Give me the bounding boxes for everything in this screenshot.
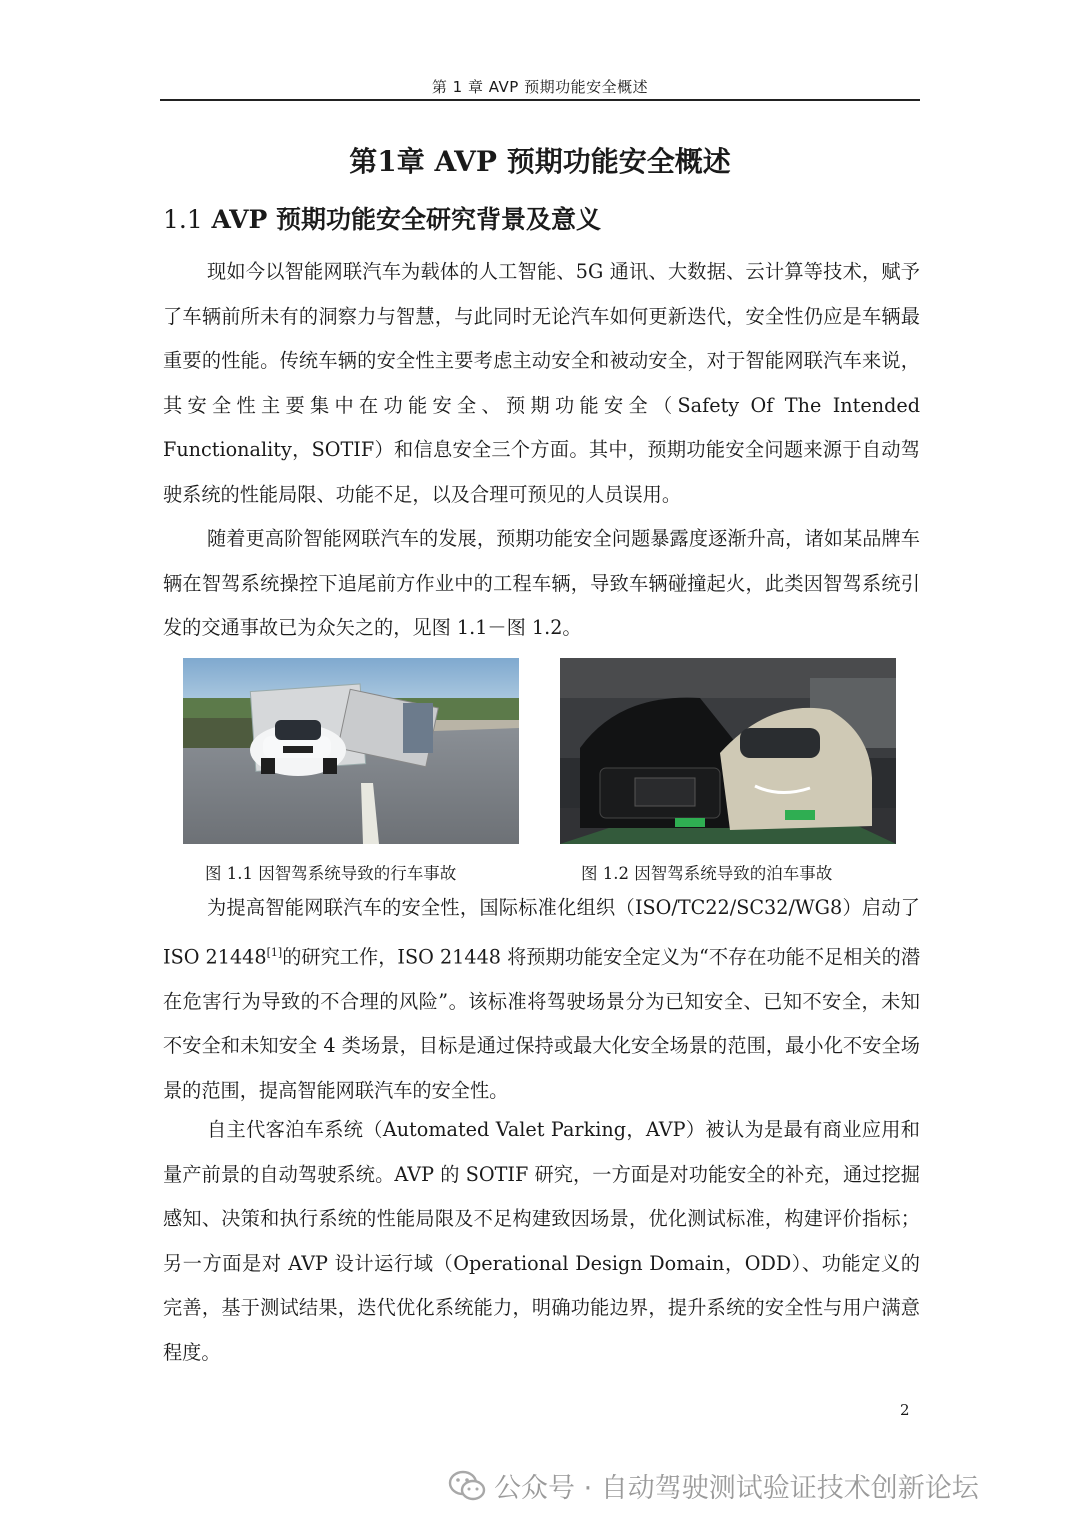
chapter-title: 第1章 AVP 预期功能安全概述 [349, 145, 731, 178]
paragraph-1: 现如今以智能网联汽车为载体的人工智能、5G 通讯、大数据、云计算等技术，赋予了车辆前所未有的洞察力与智慧，与此同时无论汽车如何更新迭代，安全性仍应是车辆最重要的性能。传统车辆的安全性主要考虑主动安全和被动安全，对于智能网联汽车来说，其安全性主要集中在功能安全、预期功能安全（Safety Of The Intended Functionality，SOTIF）和信息安全三个方面。其中，预期功能安全问题来源于自动驾驶系统的性能局限、功能不足，以及合理可预见的人员误用。 [163, 260, 920, 506]
header-rule [160, 99, 920, 101]
section-title [163, 200, 601, 236]
page-number: 2 [900, 1401, 910, 1419]
figure-1-2-caption: 图 1.2 因智驾系统导致的泊车事故 [581, 864, 833, 883]
watermark [448, 1466, 979, 1505]
highway-accident-photo [183, 658, 519, 844]
figure-1-1-image [183, 658, 519, 844]
wechat-icon [448, 1470, 486, 1502]
paragraph-2: 随着更高阶智能网联汽车的发展，预期功能安全问题暴露度逐渐升高，诸如某品牌车辆在智驾系统操控下追尾前方作业中的工程车辆，导致车辆碰撞起火，此类因智驾系统引发的交通事故已为众矢之的，见图 1.1－图 1.2。 [163, 527, 920, 640]
section-heading: AVP 预期功能安全研究背景及意义 [211, 205, 601, 234]
figure-1-1-caption: 图 1.1 因智驾系统导致的行车事故 [205, 864, 457, 883]
citation-ref[interactable]: [1] [266, 945, 283, 959]
figure-1-2-image [560, 658, 896, 844]
paragraph-3 [163, 886, 920, 1113]
section-number: 1.1 [163, 205, 203, 234]
running-header: 第 1 章 AVP 预期功能安全概述 [431, 78, 649, 96]
parking-accident-photo [560, 658, 896, 844]
paragraph-3-text-a: 为提高智能网联汽车的安全性，国际标准化组织（ISO/TC22/SC32/WG8）启动了 ISO 21448 [163, 896, 920, 968]
paragraph-3-text-b: 的研究工作，ISO 21448 将预期功能安全定义为“不存在功能不足相关的潜在危害行为导致的不合理的风险”。该标准将驾驶场景分为已知安全、已知不安全，未知不安全和未知安全 4 类场景，目标是通过保持或最大化安全场景的范围，最小化不安全场景的范围，提高智能网联汽车的安全性。 [163, 944, 921, 1102]
paragraph-4: 自主代客泊车系统（Automated Valet Parking，AVP）被认为是最有商业应用和量产前景的自动驾驶系统。AVP 的 SOTIF 研究，一方面是对功能安全的补充，通过挖掘感知、决策和执行系统的性能局限及不足构建致因场景，优化测试标准，构建评价指标；另一方面是对 AVP 设计运行域（Operational Design Domain，ODD）、功能定义的完善，基于测试结果，迭代优化系统能力，明确功能边界，提升系统的安全性与用户满意程度。 [163, 1118, 920, 1364]
watermark-text: 公众号 · 自动驾驶测试验证技术创新论坛 [494, 1473, 979, 1504]
